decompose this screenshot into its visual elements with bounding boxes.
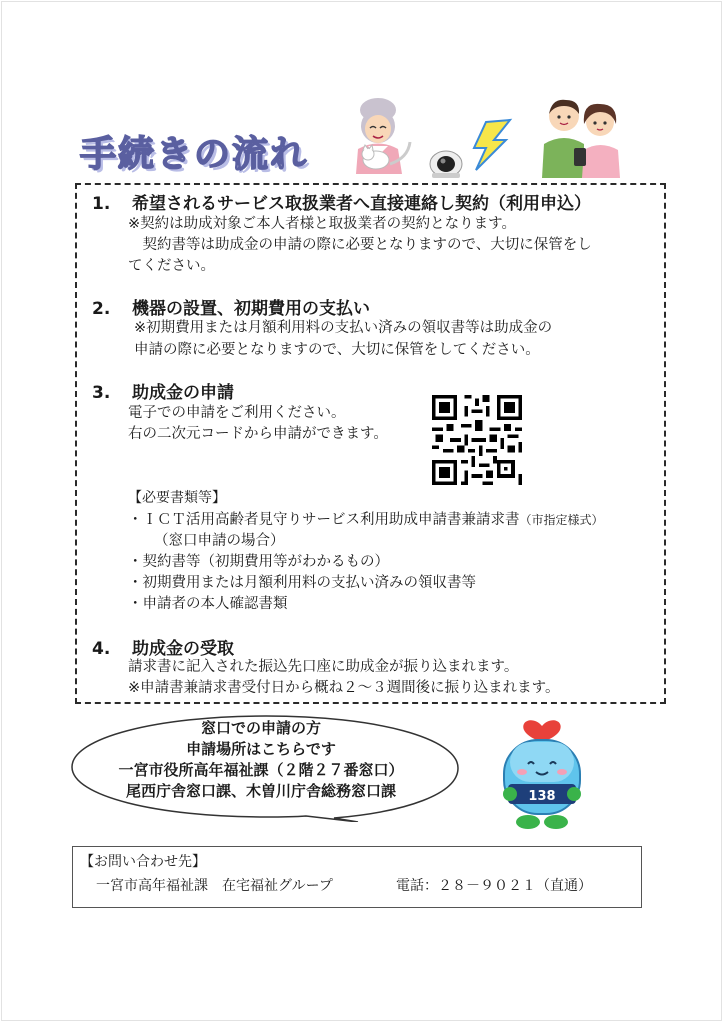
- step-2-title: 機器の設置、初期費用の支払い: [132, 299, 370, 319]
- required-doc-item-1: [128, 510, 604, 530]
- step-3-number: 3.: [92, 383, 111, 403]
- sensor-camera-illustration: [428, 118, 520, 180]
- step-3-heading: [92, 378, 234, 403]
- step-1-line-1: ※契約は助成対象ご本人者様と取扱業者の契約となります。: [128, 216, 516, 232]
- step-1-line-2: 契約書等は助成金の申請の際に必要となりますので、大切に保管をし: [128, 237, 592, 253]
- step-3-line-1: 電子での申請をご利用ください。: [128, 405, 346, 421]
- step-1-heading: [92, 189, 591, 214]
- step-4-line-1: 請求書に記入された振込先口座に助成金が振り込まれます。: [128, 659, 519, 675]
- couple-smartphone-illustration: [538, 94, 624, 178]
- required-doc-item-1-note: （市指定様式）: [519, 513, 604, 527]
- qr-code[interactable]: [432, 395, 522, 485]
- step-4-title: 助成金の受取: [132, 639, 234, 659]
- counter-info-line-2: 申請場所はこちらです: [186, 740, 336, 758]
- contact-heading: 【お問い合わせ先】: [80, 854, 206, 870]
- step-1-number: 1.: [92, 194, 111, 214]
- required-doc-item-4: ・申請者の本人確認書類: [128, 596, 288, 612]
- step-2-line-2: 申請の際に必要となりますので、大切に保管をしてください。: [134, 342, 540, 358]
- step-1-line-3: てください。: [128, 258, 215, 274]
- contact-phone[interactable]: 電話：２８－９０２１（直通）: [396, 878, 592, 894]
- contact-department: 一宮市高年福祉課 在宅福祉グループ: [96, 878, 333, 894]
- step-4-line-2: ※申請書兼請求書受付日から概ね２～３週間後に振り込まれます。: [128, 680, 560, 696]
- page-title: 手続きの流れ: [80, 134, 309, 175]
- step-3-title: 助成金の申請: [132, 383, 234, 403]
- required-doc-item-3: ・初期費用または月額利用料の支払い済みの領収書等: [128, 575, 476, 591]
- step-3-line-2: 右の二次元コードから申請ができます。: [128, 426, 388, 442]
- counter-info-line-4: 尾西庁舎窓口課、木曽川庁舎総務窓口課: [125, 782, 396, 800]
- required-doc-item-1-cont: （窓口申請の場合）: [154, 533, 285, 549]
- step-4-heading: [92, 634, 234, 659]
- counter-info: [66, 718, 456, 802]
- elderly-woman-illustration: [346, 94, 416, 174]
- step-1-title: 希望されるサービス取扱業者へ直接連絡し契約（利用申込）: [132, 194, 591, 214]
- counter-info-line-1: 窓口での申請の方: [200, 719, 321, 737]
- required-doc-item-1-text: ・ＩＣＴ活用高齢者見守りサービス利用助成申請書兼請求書: [128, 512, 520, 528]
- step-4-number: 4.: [92, 639, 111, 659]
- step-2-number: 2.: [92, 299, 111, 319]
- mascot-number: 138: [528, 789, 556, 804]
- step-2-line-1: ※初期費用または月額利用料の支払い済みの領収書等は助成金の: [134, 320, 553, 336]
- step-2-heading: [92, 294, 370, 319]
- mascot-illustration: [494, 712, 590, 834]
- required-docs-heading: 【必要書類等】: [128, 490, 226, 506]
- counter-info-line-3: 一宮市役所高年福祉課（２階２７番窓口）: [118, 761, 404, 779]
- required-doc-item-2: ・契約書等（初期費用等がわかるもの）: [128, 554, 389, 570]
